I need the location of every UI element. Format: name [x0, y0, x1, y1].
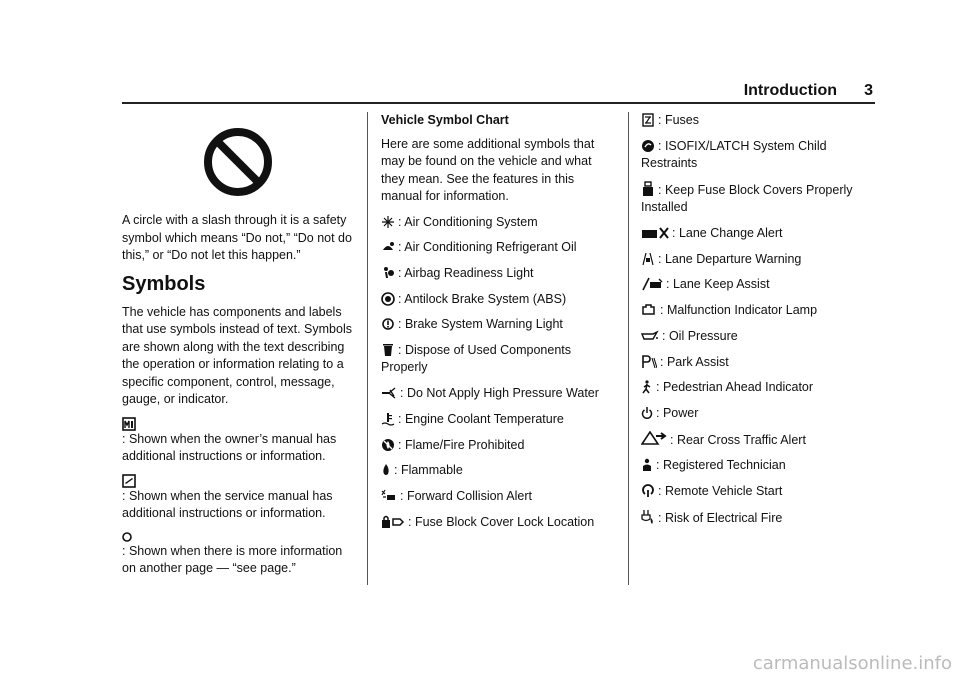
symbol-row — [641, 276, 875, 294]
symbol-row — [381, 514, 613, 532]
symbol-label: : Flammable — [394, 463, 463, 478]
symbol-label: : Forward Collision Alert — [400, 488, 532, 503]
symbols-intro: The vehicle has components and labels that use symbols instead of text. Symbols are shown along with the text describing the operation or information relating to a specific component, control, message, gauge, or indicator. — [122, 304, 352, 406]
do-not-icon — [202, 126, 274, 198]
symbol-row — [641, 509, 875, 528]
fuse-cover-icon — [641, 181, 655, 197]
fuses-icon — [641, 113, 655, 127]
symbol-label: : Air Conditioning System — [398, 214, 538, 229]
symbol-row — [381, 385, 613, 403]
symbol-label: : Oil Pressure — [662, 328, 738, 343]
symbol-row — [641, 379, 875, 397]
symbol-row — [381, 411, 613, 429]
column-1 — [122, 112, 354, 586]
item-text: : Shown when the owner’s manual has additional instructions or information. — [122, 431, 337, 463]
symbol-label: : Flame/Fire Prohibited — [398, 437, 525, 452]
owners-manual-icon — [122, 417, 354, 431]
symbol-row — [641, 457, 875, 475]
coolant-temp-icon — [381, 412, 395, 426]
column-3 — [641, 112, 875, 535]
symbol-row — [381, 316, 613, 334]
symbol-label: : Lane Departure Warning — [658, 251, 802, 266]
symbol-row — [641, 225, 875, 243]
symbol-row — [381, 239, 613, 257]
power-icon — [641, 406, 653, 420]
symbol-row — [381, 437, 613, 455]
pedestrian-icon — [641, 380, 653, 394]
symbol-label: : Dispose of Used Components Properly — [381, 342, 572, 375]
symbol-row — [641, 354, 875, 372]
symbols-heading: Symbols — [122, 272, 206, 295]
symbol-label: : Remote Vehicle Start — [658, 483, 783, 498]
symbol-row — [641, 431, 875, 450]
symbol-label: : Park Assist — [660, 354, 729, 369]
abs-icon — [381, 292, 395, 306]
page-number: 3 — [864, 82, 873, 99]
symbol-row — [381, 342, 613, 377]
page-header — [122, 80, 875, 104]
symbol-row — [641, 251, 875, 269]
brake-warning-icon — [381, 317, 395, 331]
column-2 — [381, 112, 613, 539]
symbol-row — [381, 488, 613, 506]
symbol-row — [641, 302, 875, 320]
no-pressure-water-icon — [381, 386, 397, 400]
symbol-label: : Fuses — [658, 113, 699, 127]
symbol-row — [381, 214, 613, 232]
symbol-label: : ISOFIX/LATCH System Child Restraints — [641, 138, 827, 171]
isofix-icon — [641, 139, 655, 153]
fuse-lock-icon — [381, 515, 405, 529]
lane-departure-icon — [641, 252, 655, 266]
symbol-row — [641, 328, 875, 346]
symbol-label: : Airbag Readiness Light — [398, 265, 534, 280]
symbol-row — [641, 138, 875, 173]
symbol-label: : Risk of Electrical Fire — [658, 510, 783, 525]
symbol-label: : Keep Fuse Block Covers Properly Installed — [641, 182, 853, 215]
watermark: carmanualsonline.info — [752, 653, 952, 674]
technician-icon — [641, 458, 653, 472]
air-conditioning-icon — [381, 215, 395, 229]
remote-start-icon — [641, 484, 655, 498]
service-manual-icon — [122, 474, 354, 488]
symbol-label: : Pedestrian Ahead Indicator — [656, 380, 814, 395]
symbol-row — [381, 291, 613, 309]
symbol-label: : Lane Change Alert — [672, 226, 783, 241]
airbag-icon — [381, 266, 395, 280]
symbol-label: : Malfunction Indicator Lamp — [660, 303, 818, 318]
lane-keep-icon — [641, 277, 663, 291]
symbol-label: : Rear Cross Traffic Alert — [670, 432, 806, 447]
symbol-label: : Do Not Apply High Pressure Water — [400, 386, 599, 401]
engine-lamp-icon — [641, 303, 657, 317]
forward-collision-icon — [381, 489, 397, 503]
flammable-icon — [381, 463, 391, 477]
symbol-label: : Engine Coolant Temperature — [398, 411, 564, 426]
lane-change-icon — [641, 226, 669, 240]
symbol-row — [641, 483, 875, 501]
rear-cross-traffic-icon — [641, 431, 667, 447]
symbol-row — [641, 112, 875, 130]
column-divider — [628, 112, 629, 585]
symbol-label: : Brake System Warning Light — [398, 317, 563, 332]
park-assist-icon — [641, 355, 657, 369]
list-item — [122, 474, 354, 523]
symbol-row — [641, 405, 875, 423]
symbol-row — [381, 462, 613, 480]
dispose-icon — [381, 343, 395, 357]
column-divider — [367, 112, 368, 585]
list-item — [122, 417, 354, 466]
item-text: : Shown when there is more information on another page — “see page.” — [122, 543, 343, 575]
chart-title: Vehicle Symbol Chart — [381, 113, 509, 127]
symbol-label: : Antilock Brake System (ABS) — [398, 291, 567, 306]
oil-pressure-icon — [641, 329, 659, 343]
refrigerant-oil-icon — [381, 240, 395, 254]
section-title: Introduction — [743, 82, 837, 99]
symbol-label: : Lane Keep Assist — [666, 277, 770, 292]
symbol-label: : Fuse Block Cover Lock Location — [408, 514, 595, 529]
item-text: : Shown when the service manual has additional instructions or information. — [122, 488, 333, 520]
see-page-icon — [122, 531, 354, 543]
symbol-row — [641, 181, 875, 217]
chart-intro: Here are some additional symbols that may be found on the vehicle and what they mean. See the features in this manual for information. — [381, 136, 595, 203]
list-item — [122, 531, 354, 578]
symbol-label: : Registered Technician — [656, 458, 786, 473]
symbol-label: : Air Conditioning Refrigerant Oil — [398, 240, 577, 255]
electrical-fire-icon — [641, 509, 655, 525]
safety-caption: A circle with a slash through it is a safety symbol which means “Do not,” “Do not do this,” or “Do not let this happen.” — [122, 213, 352, 262]
flame-prohibited-icon — [381, 438, 395, 452]
symbol-label: : Power — [656, 405, 699, 420]
symbol-row — [381, 265, 613, 283]
